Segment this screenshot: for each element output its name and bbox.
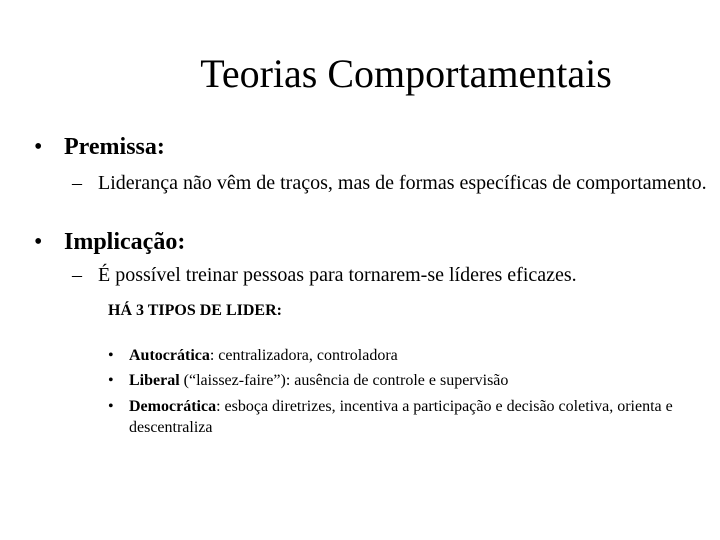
- premissa-label: Premissa:: [64, 134, 165, 160]
- dash-icon: –: [72, 264, 82, 286]
- type-description: : esboça diretrizes, incentiva a participação e decisão coletiva, orienta e descentraliza: [129, 398, 673, 436]
- type-name: Liberal: [129, 372, 180, 389]
- type-description: : centralizadora, controladora: [209, 347, 398, 364]
- bullet-premissa: [34, 133, 165, 161]
- bullet-dot-icon: •: [34, 134, 43, 160]
- implicacao-label: Implicação:: [64, 229, 186, 255]
- types-heading: HÁ 3 TIPOS DE LIDER:: [108, 302, 282, 319]
- bullet-dot-icon: •: [34, 229, 43, 255]
- list-item: [108, 396, 698, 438]
- bullet-dot-icon: •: [108, 398, 114, 415]
- list-item: [108, 371, 698, 391]
- premissa-text: Liderança não vêm de traços, mas de formas específicas de comportamento.: [98, 172, 707, 194]
- dash-icon: –: [72, 172, 82, 194]
- type-name: Democrática: [129, 398, 217, 415]
- implicacao-text: É possível treinar pessoas para tornarem-se líderes eficazes.: [98, 264, 577, 286]
- leader-types-list: [108, 346, 698, 443]
- list-item: [108, 346, 698, 366]
- type-description: (“laissez-faire”): ausência de controle e supervisão: [179, 372, 509, 389]
- bullet-dot-icon: •: [108, 347, 114, 364]
- bullet-dot-icon: •: [108, 372, 114, 389]
- bullet-implicacao: [34, 228, 185, 256]
- premissa-detail: [72, 172, 712, 194]
- type-name: Autocrática: [129, 347, 210, 364]
- slide-title: Teorias Comportamentais: [200, 51, 612, 96]
- implicacao-detail: [72, 264, 712, 286]
